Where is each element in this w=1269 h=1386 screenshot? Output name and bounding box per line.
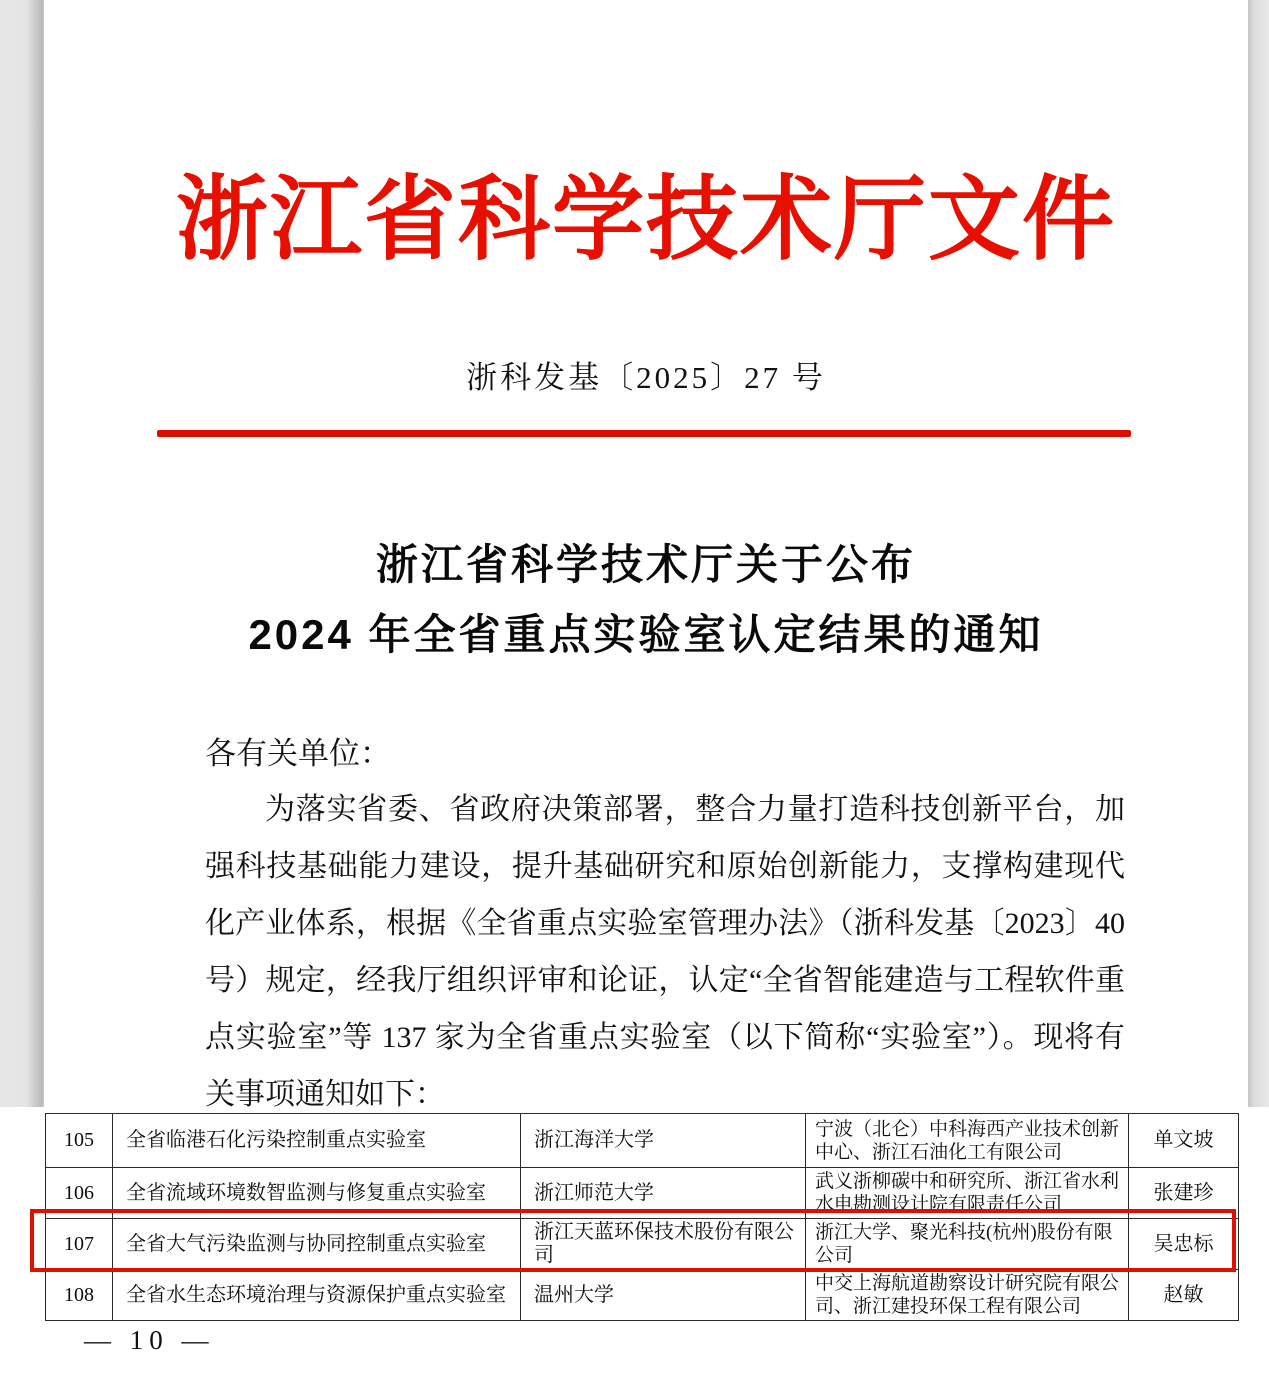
host-unit-cell: 温州大学 <box>521 1270 806 1321</box>
lab-name-cell: 全省水生态环境治理与资源保护重点实验室 <box>113 1270 521 1321</box>
page-margin-left <box>0 0 44 1107</box>
lab-name-cell: 全省流域环境数智监测与修复重点实验室 <box>113 1168 521 1219</box>
host-unit-cell: 浙江师范大学 <box>521 1168 806 1219</box>
partner-units-cell: 宁波（北仑）中科海西产业技术创新中心、浙江石油化工有限公司 <box>806 1114 1129 1168</box>
director-cell: 吴忠标 <box>1129 1219 1239 1270</box>
salutation: 各有关单位： <box>205 736 391 771</box>
row-number-cell: 107 <box>46 1219 113 1270</box>
page-margin-right <box>1248 0 1269 1107</box>
lab-name-cell: 全省大气污染监测与协同控制重点实验室 <box>113 1219 521 1270</box>
host-unit-cell: 浙江天蓝环保技术股份有限公司 <box>521 1219 806 1270</box>
table-row-105 <box>46 1114 1239 1168</box>
body-paragraph: 为落实省委、省政府决策部署，整合力量打造科技创新平台，加强科技基础能力建设，提升基础研究和原始创新能力，支撑构建现代化产业体系，根据《全省重点实验室管理办法》（浙科发基〔2023〕40 号）规定，经我厅组织评审和论证，认定“全省智能建造与工程软件重点实验室”等 137 家为全省重点实验室（以下简称“实验室”）。现将有关事项通知如下： <box>205 793 1125 1111</box>
lab-name-cell: 全省临港石化污染控制重点实验室 <box>113 1114 521 1168</box>
partner-units-cell: 浙江大学、聚光科技(杭州)股份有限公司 <box>806 1219 1129 1270</box>
notice-title-line1: 浙江省科学技术厅关于公布 <box>375 541 916 588</box>
host-unit-cell: 浙江海洋大学 <box>521 1114 806 1168</box>
row-107-highlight-box <box>30 1209 1236 1272</box>
director-cell: 张建珍 <box>1129 1168 1239 1219</box>
page-number: — 10 — <box>84 1325 215 1355</box>
table-row-108 <box>46 1270 1239 1321</box>
row-number-cell: 105 <box>46 1114 113 1168</box>
director-cell: 赵敏 <box>1129 1270 1239 1321</box>
notice-title-line2: 2024 年全省重点实验室认定结果的通知 <box>248 611 1044 658</box>
row-number-cell: 108 <box>46 1270 113 1321</box>
partner-units-cell: 武义浙柳碳中和研究所、浙江省水利水电勘测设计院有限责任公司 <box>806 1168 1129 1219</box>
director-cell: 单文坡 <box>1129 1114 1239 1168</box>
document-number: 浙科发基〔2025〕27 号 <box>466 360 826 395</box>
red-separator-line <box>157 430 1131 437</box>
row-number-cell: 106 <box>46 1168 113 1219</box>
letterhead-title: 浙江省科学技术厅文件 <box>175 169 1116 271</box>
partner-units-cell: 中交上海航道勘察设计研究院有限公司、浙江建投环保工程有限公司 <box>806 1270 1129 1321</box>
